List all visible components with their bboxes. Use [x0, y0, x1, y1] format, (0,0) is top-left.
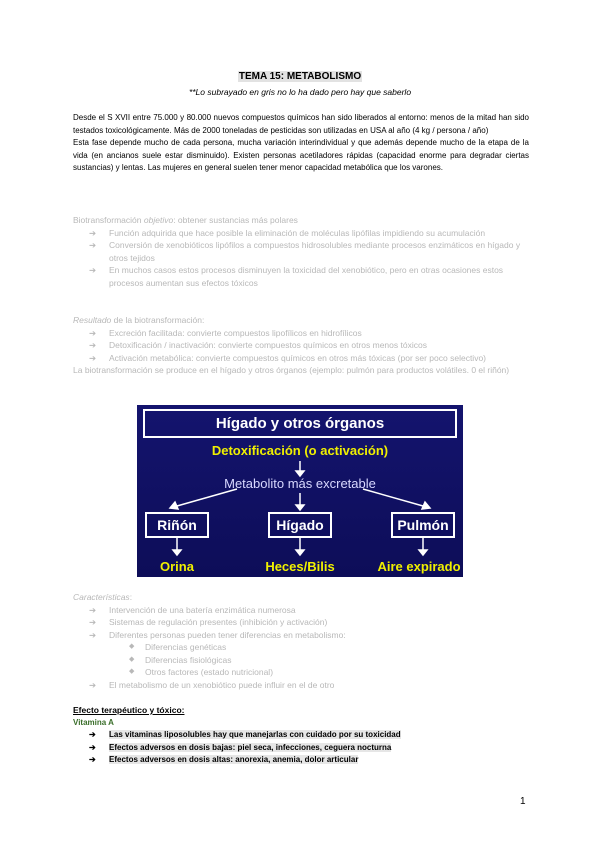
page-number: 1 [520, 796, 526, 807]
list-item: ➔ Función adquirida que hace posible la eliminación de moléculas lipófilas impidiendo su acumulación [89, 227, 486, 238]
list-item: ➔ Detoxificación / inactivación: convierte compuestos químicos en otros menos tóxicos [89, 340, 427, 350]
list-item: ➔ Diferentes personas pueden tener diferencias en metabolismo: [89, 629, 346, 640]
arrow-icon: ➔ [89, 327, 97, 338]
intro-paragraph-1: Desde el S XVII entre 75.000 y 80.000 nuevos compuestos químicos han sido liberados al entorno: menos de la mitad han sido testados toxicológicamente. Más de 2000 toneladas de pesticidas son utilizadas en USA al año (4 kg / persona / año) [73, 113, 529, 135]
output-orina: Orina [160, 559, 194, 574]
resultado-heading: Resultado de la biotransformación: [73, 315, 205, 325]
arrow-icon: ➔ [89, 755, 96, 764]
list-item: ➔ Efectos adversos en dosis altas: anorexia, anemia, dolor articular [73, 754, 529, 767]
list-item: ➔ Las vitaminas liposolubles hay que manejarlas con cuidado por su toxicidad [73, 729, 529, 742]
list-item: ➔ Conversión de xenobióticos lipófilos a compuestos hidrosolubles mediante procesos enzimáticos en hígado y otros tejidos [89, 240, 521, 263]
arrow-head [296, 550, 304, 555]
arrow-icon: ➔ [89, 730, 96, 739]
arrow-head [419, 550, 427, 555]
page-title: TEMA 15: METABOLISMO [238, 71, 362, 82]
arrow-left [177, 489, 237, 506]
organ-box-higado: Hígado [268, 512, 332, 538]
organ-box-rinon: Riñón [145, 512, 209, 538]
intro-paragraph-2: Esta fase depende mucho de cada persona, mucha variación interindividual y que además depende mucho de la etapa de la vida (en ancianos suele estar disminuido). Existen personas acetiladores rápidas (capacidad enorme para degradar ciertas sustancias) y lentas. Las mujeres en general suelen tener menor capacidad metabólica que los varones. [73, 138, 529, 172]
biotransformation-section [73, 214, 529, 289]
diamond-icon: ◆ [129, 643, 135, 650]
biotransformation-heading: Biotransformación objetivo: obtener sustancias más polares [73, 215, 298, 225]
vitamina-heading: Vitamina A [73, 717, 114, 727]
arrow-head [296, 505, 304, 510]
arrow-head [422, 502, 430, 509]
list-item: ➔ El metabolismo de un xenobiótico puede influir en el de otro [89, 679, 335, 690]
list-subitem: ◆ Diferencias genéticas [129, 642, 227, 652]
diamond-icon: ◆ [129, 668, 135, 675]
page-subtitle: **Lo subrayado en gris no lo ha dado pero hay que saberlo [188, 87, 412, 97]
organ-box-pulmon: Pulmón [391, 512, 455, 538]
arrow-icon: ➔ [89, 742, 96, 752]
efecto-section [73, 704, 529, 767]
arrow-head [173, 550, 181, 555]
arrow-icon: ➔ [89, 340, 97, 350]
diagram-detox: Detoxificación (o activación) [211, 443, 389, 458]
arrow-icon: ➔ [89, 227, 97, 238]
list-item: ➔ Activación metabólica: convierte compuestos químicos en otros más tóxicas (por ser poco selectivo) [89, 352, 486, 363]
arrow-icon: ➔ [89, 679, 97, 690]
arrow-icon: ➔ [89, 617, 97, 627]
list-item: ➔ Sistemas de regulación presentes (inhibición y activación) [89, 617, 328, 627]
efecto-heading: Efecto terapéutico y tóxico: [73, 705, 185, 715]
list-item: ➔ En muchos casos estos procesos disminuyen la toxicidad del xenobiótico, pero en otras ocasiones estos procesos aumentan sus efectos tóxicos [89, 265, 504, 288]
intro-section [73, 112, 529, 175]
list-item: ➔ Intervención de una batería enzimática numerosa [89, 604, 296, 615]
metabolism-diagram [137, 405, 463, 577]
caracteristicas-heading: Características: [73, 592, 133, 602]
diagram-top-box: Hígado y otros órganos [143, 409, 457, 438]
list-item: ➔ Excreción facilitada: convierte compuestos lipofílicos en hidrofílicos [89, 327, 362, 338]
list-subitem: ◆ Diferencias fisiológicas [129, 654, 232, 665]
output-aire: Aire expirado [377, 559, 461, 574]
arrow-icon: ➔ [89, 629, 97, 640]
arrow-icon: ➔ [89, 265, 97, 275]
arrow-icon: ➔ [89, 352, 97, 363]
resultado-note: La biotransformación se produce en el hígado y otros órganos (ejemplo: pulmón para productos volátiles. 0 el riñón) [73, 365, 510, 375]
caracteristicas-section [73, 591, 529, 691]
arrow-head [170, 502, 178, 509]
output-heces: Heces/Bilis [265, 559, 335, 574]
arrow-icon: ➔ [89, 604, 97, 615]
list-item: ➔ Efectos adversos en dosis bajas: piel seca, infecciones, ceguera nocturna [73, 742, 529, 755]
list-subitem: ◆ Otros factores (estado nutricional) [129, 667, 274, 677]
arrow-right [363, 489, 423, 506]
resultado-section [73, 314, 529, 377]
diamond-icon: ◆ [129, 655, 135, 663]
diagram-metabolite: Metabolito más excretable [224, 476, 376, 491]
arrow-icon: ➔ [89, 240, 97, 250]
